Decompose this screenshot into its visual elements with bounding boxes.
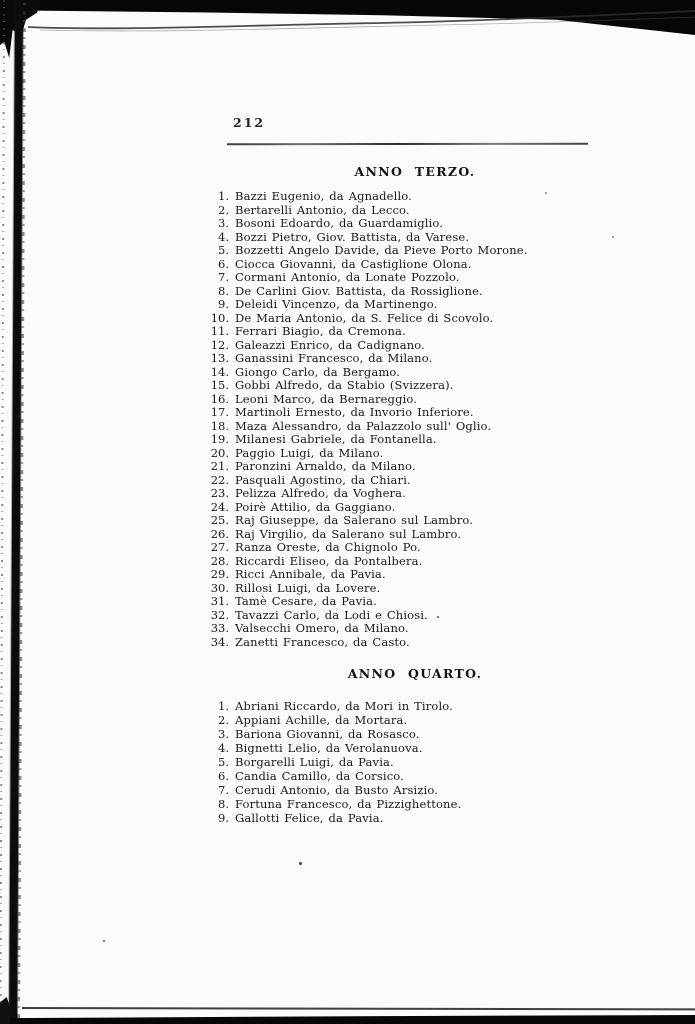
item-number: 6. — [218, 256, 229, 271]
item-text: Paronzini Arnaldo, da Milano. — [235, 459, 416, 473]
item-text: Galeazzi Enrico, da Cadignano. — [235, 337, 425, 352]
page-number: 212 — [233, 115, 266, 130]
item-number: 2. — [218, 713, 229, 727]
item-text: Borgarelli Luigi, da Pavia. — [235, 755, 394, 769]
item-number: 21. — [210, 459, 229, 473]
item-number: 16. — [210, 391, 229, 406]
item-text: Pelizza Alfredo, da Voghera. — [235, 486, 406, 500]
item-text: Raj Virgilio, da Salerano sul Lambro. — [235, 526, 462, 541]
list-item — [203, 727, 623, 741]
item-text: Fortuna Francesco, da Pizzighettone. — [235, 797, 462, 811]
item-number: 10. — [210, 310, 229, 325]
list-item — [203, 528, 623, 542]
item-number: 9. — [218, 297, 229, 311]
item-text: Cormani Antonio, da Lonate Pozzolo. — [235, 270, 460, 284]
list-item — [203, 312, 623, 326]
item-number: 2. — [218, 202, 229, 217]
scan-artifact-bottom-band — [0, 1015, 695, 1024]
item-number: 18. — [210, 418, 229, 433]
item-number: 32. — [210, 607, 229, 622]
item-text: Rillosi Luigi, da Lovere. — [235, 580, 381, 595]
item-number: 33. — [210, 621, 229, 635]
scan-artifact-bottom-line — [22, 1007, 695, 1010]
item-number: 29. — [210, 567, 229, 581]
list-item — [203, 568, 623, 582]
item-number: 19. — [210, 432, 229, 446]
item-number: 25. — [210, 513, 229, 527]
item-number: 24. — [210, 499, 229, 514]
list-item — [203, 595, 623, 609]
list-item — [203, 487, 623, 501]
section-heading-anno-terzo: ANNO TERZO. — [354, 164, 476, 179]
item-number: 11. — [210, 324, 229, 338]
list-item — [203, 582, 623, 596]
item-number: 12. — [210, 337, 229, 352]
list-item — [203, 447, 623, 461]
item-text: Leoni Marco, da Bernareggio. — [235, 391, 418, 406]
list-item — [203, 406, 623, 420]
item-number: 34. — [210, 634, 229, 649]
item-text: Appiani Achille, da Mortara. — [235, 713, 408, 727]
item-text: Tavazzi Carlo, da Lodi e Chiosi. — [235, 607, 428, 622]
item-text: Abriani Riccardo, da Mori in Tirolo. — [235, 699, 453, 713]
student-list-anno-terzo — [203, 190, 623, 649]
item-number: 8. — [218, 283, 229, 298]
list-item — [203, 514, 623, 528]
list-item — [203, 393, 623, 407]
item-number: 31. — [210, 594, 229, 608]
item-number: 27. — [210, 540, 229, 554]
item-text: Bignetti Lelio, da Verolanuova. — [235, 741, 423, 755]
list-item — [203, 258, 623, 272]
item-text: Tamè Cesare, da Pavia. — [235, 594, 377, 608]
item-text: Bosoni Edoardo, da Guardamiglio. — [235, 216, 444, 230]
list-item — [203, 699, 623, 713]
item-text: Martinoli Ernesto, da Invorio Inferiore. — [235, 405, 474, 419]
item-number: 26. — [210, 526, 229, 541]
item-text: De Carlini Giov. Battista, da Rossiglione. — [235, 283, 483, 298]
list-item — [203, 501, 623, 515]
item-number: 5. — [218, 755, 229, 769]
item-number: 30. — [210, 580, 229, 595]
item-text: Ferrari Biagio, da Cremona. — [235, 324, 406, 338]
list-item — [203, 420, 623, 434]
list-item — [203, 339, 623, 353]
item-number: 28. — [210, 553, 229, 568]
item-number: 5. — [218, 243, 229, 257]
item-text: Candia Camillo, da Corsico. — [235, 769, 404, 783]
list-item — [203, 190, 623, 204]
item-number: 20. — [210, 445, 229, 460]
list-item — [203, 285, 623, 299]
list-item — [203, 541, 623, 555]
item-text: Ricci Annibale, da Pavia. — [235, 567, 386, 581]
list-item — [203, 325, 623, 339]
item-text: De Maria Antonio, da S. Felice di Scovolo. — [235, 310, 494, 325]
item-text: Maza Alessandro, da Palazzolo sull' Oglio. — [235, 418, 492, 433]
list-item — [203, 622, 623, 636]
item-number: 14. — [210, 364, 229, 379]
item-text: Bariona Giovanni, da Rosasco. — [235, 727, 420, 741]
list-item — [203, 769, 623, 783]
item-number: 4. — [218, 741, 229, 755]
list-item — [203, 755, 623, 769]
list-item — [203, 741, 623, 755]
item-text: Poirè Attilio, da Gaggiano. — [235, 499, 396, 514]
scan-artifact-left-speckle — [0, 0, 5, 1024]
item-text: Paggio Luigi, da Milano. — [235, 445, 384, 460]
item-number: 7. — [218, 783, 229, 797]
item-text: Bertarelli Antonio, da Lecco. — [235, 202, 410, 217]
list-item — [203, 204, 623, 218]
list-item — [203, 352, 623, 366]
list-item — [203, 298, 623, 312]
item-number: 3. — [218, 216, 229, 230]
student-list-anno-quarto — [203, 699, 623, 825]
list-item — [203, 460, 623, 474]
item-text: Zanetti Francesco, da Casto. — [235, 634, 410, 649]
item-text: Cerudi Antonio, da Busto Arsizio. — [235, 783, 439, 797]
item-text: Gobbi Alfredo, da Stabio (Svizzera). — [235, 378, 454, 392]
list-item — [203, 636, 623, 650]
item-text: Valsecchi Omero, da Milano. — [235, 621, 409, 635]
list-item — [203, 244, 623, 258]
list-item — [203, 231, 623, 245]
list-item — [203, 433, 623, 447]
list-item — [203, 609, 623, 623]
list-item — [203, 555, 623, 569]
item-text: Bozzetti Angelo Davide, da Pieve Porto Morone. — [235, 243, 528, 257]
item-text: Milanesi Gabriele, da Fontanella. — [235, 432, 437, 446]
item-text: Pasquali Agostino, da Chiari. — [235, 472, 411, 487]
item-number: 15. — [210, 378, 229, 392]
list-item — [203, 713, 623, 727]
scan-artifact-top-wavy-line — [0, 0, 695, 46]
item-text: Deleidi Vincenzo, da Martinengo. — [235, 297, 438, 311]
item-number: 17. — [210, 405, 229, 419]
list-item — [203, 783, 623, 797]
section-heading-anno-quarto: ANNO QUARTO. — [347, 666, 483, 681]
item-text: Giongo Carlo, da Bergamo. — [235, 364, 401, 379]
item-number: 4. — [218, 229, 229, 244]
item-text: Bozzi Pietro, Giov. Battista, da Varese. — [235, 229, 470, 244]
item-text: Ganassini Francesco, da Milano. — [235, 351, 433, 365]
list-item — [203, 271, 623, 285]
item-number: 23. — [210, 486, 229, 500]
item-text: Riccardi Eliseo, da Pontalbera. — [235, 553, 423, 568]
list-item — [203, 379, 623, 393]
item-number: 1. — [218, 699, 229, 713]
list-item — [203, 474, 623, 488]
item-text: Gallotti Felice, da Pavia. — [235, 811, 384, 825]
item-number: 8. — [218, 797, 229, 811]
item-text: Ranza Oreste, da Chignolo Po. — [235, 540, 421, 554]
item-number: 3. — [218, 727, 229, 741]
header-rule — [227, 143, 588, 146]
list-item — [203, 366, 623, 380]
scan-speckle-dot — [299, 862, 302, 865]
item-number: 6. — [218, 769, 229, 783]
list-item — [203, 797, 623, 811]
item-text: Bazzi Eugenio, da Agnadello. — [235, 189, 412, 203]
list-item — [203, 217, 623, 231]
scan-speckle-dot — [103, 940, 105, 942]
list-item — [203, 811, 623, 825]
item-number: 1. — [218, 189, 229, 203]
item-number: 22. — [210, 472, 229, 487]
item-number: 9. — [218, 811, 229, 825]
item-text: Ciocca Giovanni, da Castiglione Olona. — [235, 256, 472, 271]
item-text: Raj Giuseppe, da Salerano sul Lambro. — [235, 513, 474, 527]
item-number: 7. — [218, 270, 229, 284]
item-number: 13. — [210, 351, 229, 365]
